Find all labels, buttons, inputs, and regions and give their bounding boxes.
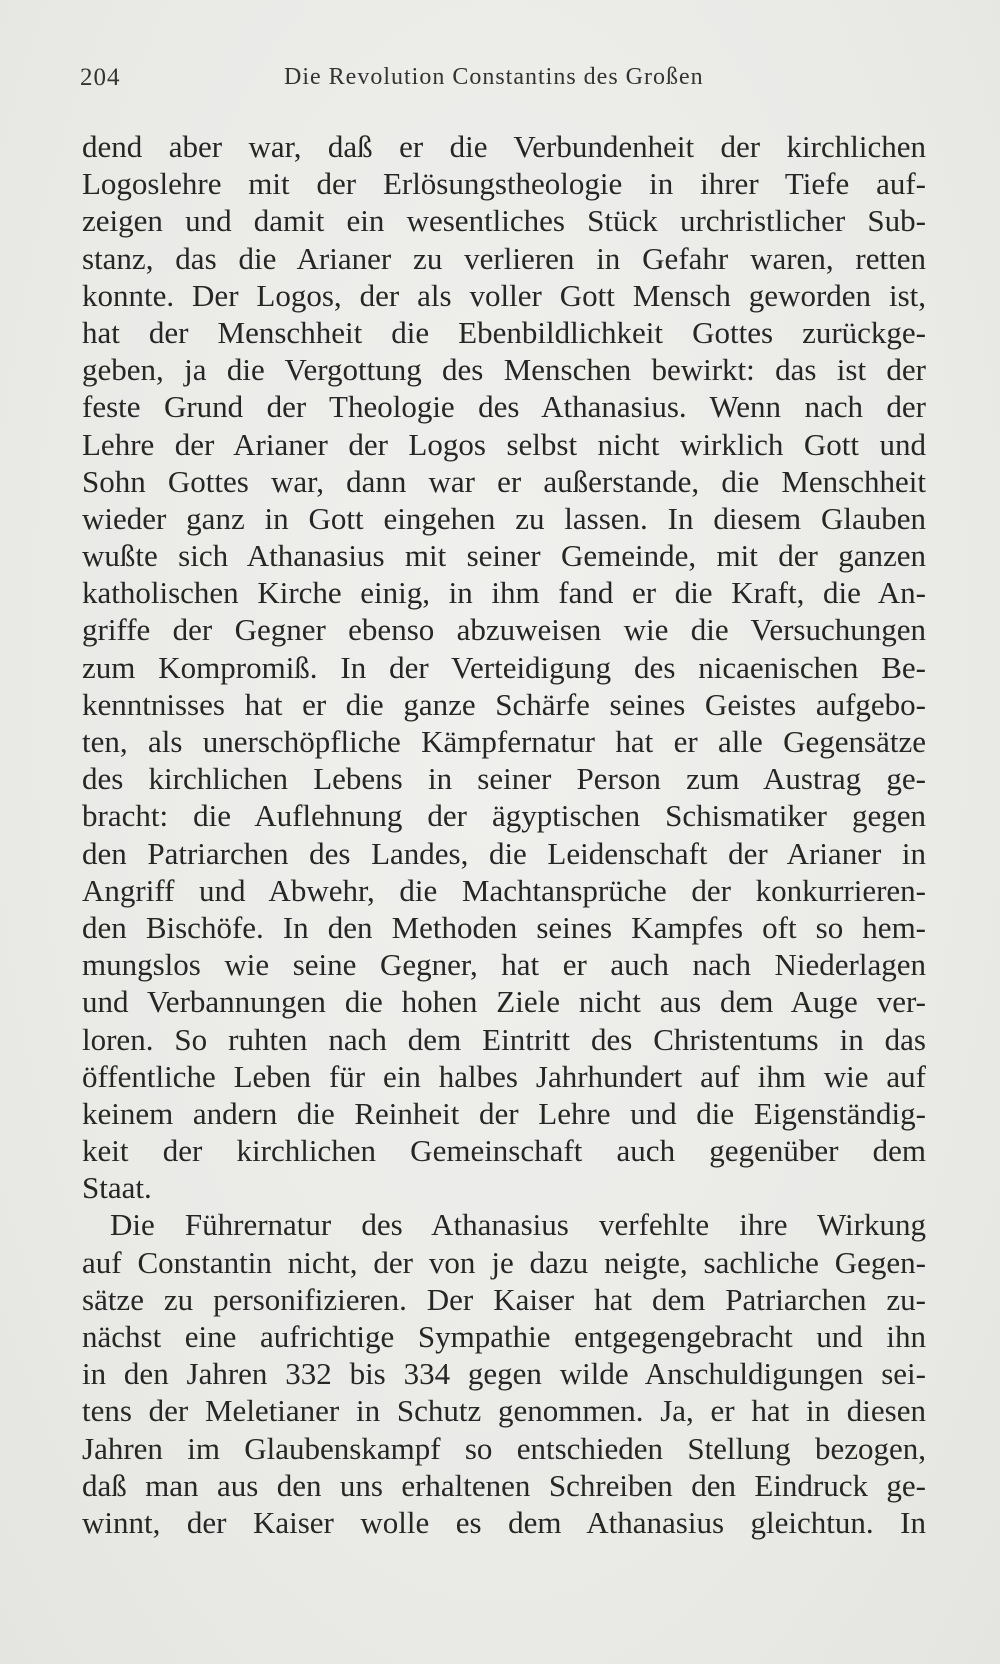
text-line: öffentliche Leben für ein halbes Jahrhundert auf ihm wie auf xyxy=(82,1058,926,1094)
body-text xyxy=(82,128,926,1541)
text-line: Angriff und Abwehr, die Machtansprüche der konkurrieren- xyxy=(82,872,926,908)
text-line: auf Constantin nicht, der von je dazu neigte, sachliche Gegen- xyxy=(82,1244,926,1280)
text-line: ten, als unerschöpfliche Kämpfernatur hat er alle Gegensätze xyxy=(82,724,926,759)
text-line: tens der Meletianer in Schutz genommen. Ja, er hat in diesen xyxy=(82,1393,926,1429)
text-line: loren. So ruhten nach dem Eintritt des Christentums in das xyxy=(82,1021,926,1057)
text-line: den Bischöfe. In den Methoden seines Kampfes oft so hem- xyxy=(82,909,926,945)
text-line: hat der Menschheit die Ebenbildlichkeit Gottes zurückge- xyxy=(82,314,926,350)
text-line: winnt, der Kaiser wolle es dem Athanasius gleichtun. In xyxy=(82,1504,926,1540)
paragraph xyxy=(82,128,926,1206)
text-line: kenntnisses hat er die ganze Schärfe seines Geistes aufgebo- xyxy=(82,686,926,722)
text-line: daß man aus den uns erhaltenen Schreiben den Eindruck ge- xyxy=(82,1467,926,1503)
text-line: in den Jahren 332 bis 334 gegen wilde Anschuldigungen sei- xyxy=(82,1356,926,1392)
text-line: nächst eine aufrichtige Sympathie entgegengebracht und ihn xyxy=(82,1319,926,1354)
text-line: Die Führernatur des Athanasius verfehlte ihre Wirkung xyxy=(110,1207,926,1243)
text-line: geben, ja die Vergottung des Menschen bewirkt: das ist der xyxy=(82,352,926,388)
text-line: mungslos wie seine Gegner, hat er auch nach Niederlagen xyxy=(82,947,926,983)
page-number: 204 xyxy=(80,64,121,91)
text-line: feste Grund der Theologie des Athanasius. Wenn nach der xyxy=(82,389,926,425)
text-line: Lehre der Arianer der Logos selbst nicht wirklich Gott und xyxy=(82,426,926,462)
text-line: dend aber war, daß er die Verbundenheit der kirchlichen xyxy=(82,129,926,164)
text-line: Logoslehre mit der Erlösungstheologie in ihrer Tiefe auf- xyxy=(82,166,926,202)
text-line: den Patriarchen des Landes, die Leidenschaft der Arianer in xyxy=(82,835,926,871)
text-line: sätze zu personifizieren. Der Kaiser hat dem Patriarchen zu- xyxy=(82,1281,926,1317)
text-line: zeigen und damit ein wesentliches Stück urchristlicher Sub- xyxy=(82,203,926,239)
running-title: Die Revolution Constantins des Großen xyxy=(284,64,704,90)
text-line: Staat. xyxy=(82,1170,152,1206)
text-line: konnte. Der Logos, der als voller Gott Mensch geworden ist, xyxy=(82,277,926,313)
text-line: und Verbannungen die hohen Ziele nicht aus dem Auge ver- xyxy=(82,984,926,1020)
text-line: zum Kompromiß. In der Verteidigung des nicaenischen Be- xyxy=(82,649,926,685)
text-line: wieder ganz in Gott eingehen zu lassen. In diesem Glauben xyxy=(82,500,926,536)
text-line: stanz, das die Arianer zu verlieren in Gefahr waren, retten xyxy=(82,240,926,276)
text-line: wußte sich Athanasius mit seiner Gemeinde, mit der ganzen xyxy=(82,538,926,574)
text-line: griffe der Gegner ebenso abzuweisen wie die Versuchungen xyxy=(82,612,926,648)
paragraph xyxy=(82,1206,926,1541)
text-line: katholischen Kirche einig, in ihm fand er die Kraft, die An- xyxy=(82,575,926,611)
text-line: Jahren im Glaubenskampf so entschieden Stellung bezogen, xyxy=(82,1430,926,1466)
text-line: bracht: die Auflehnung der ägyptischen Schismatiker gegen xyxy=(82,798,926,834)
running-head xyxy=(80,64,930,98)
text-line: Sohn Gottes war, dann war er außerstande, die Menschheit xyxy=(82,463,926,499)
text-line: des kirchlichen Lebens in seiner Person zum Austrag ge- xyxy=(82,761,926,797)
text-line: keinem andern die Reinheit der Lehre und die Eigenständig- xyxy=(82,1095,926,1131)
text-line: keit der kirchlichen Gemeinschaft auch gegenüber dem xyxy=(82,1133,926,1169)
